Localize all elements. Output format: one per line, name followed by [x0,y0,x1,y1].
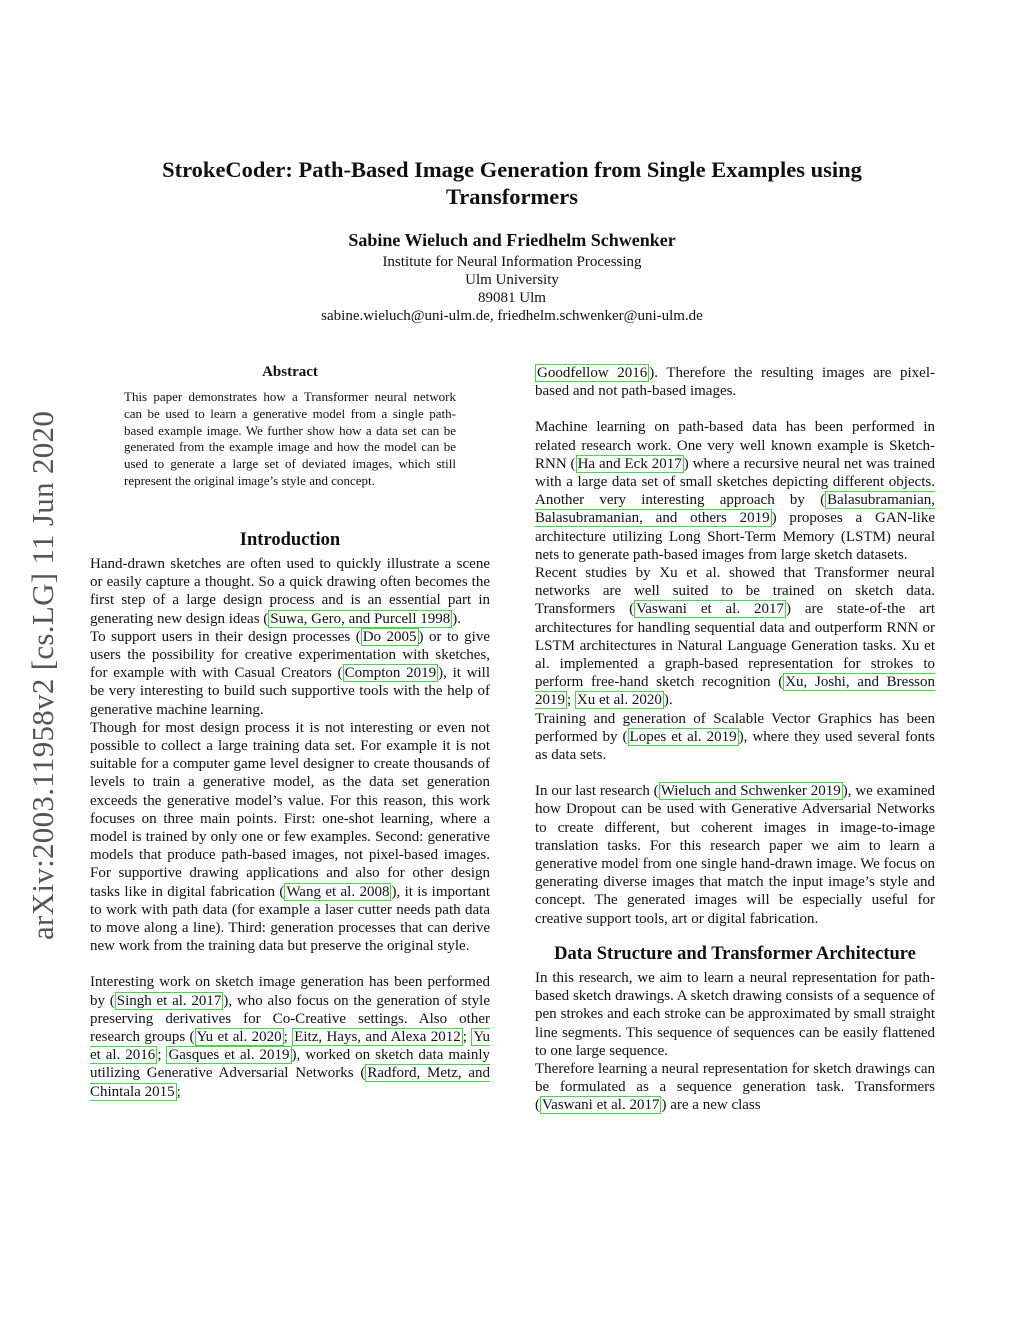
right-column-body [535,364,935,1115]
citation-link[interactable]: Lopes et al. 2019 [629,728,737,745]
citation-link[interactable]: Yu et al. 2020 [196,1029,282,1046]
right-paragraph-3: Recent studies by Xu et al. showed that Transformer neural networks are well suited to be trained on sketch data. Transformers ( Vaswani et al. 2017 ) are state-of-the art architectures for handling sequential data and outperform RNN or LSTM architectures in Natural Language Generation tasks. Xu et al. implemented a graph-based representation for strokes to perform free-hand sketch recognition ( Xu, Joshi, and Bresson 2019 ; Xu et al. 2020 ). [535,565,935,709]
affiliation-city: 89081 Ulm [478,290,546,306]
citation-link[interactable]: Wieluch and Schwenker 2019 [660,783,841,800]
citation-link[interactable]: Balasubramanian, Balasubramanian, and others 2019 [535,492,935,527]
citation-link[interactable]: Ha and Eck 2017 [577,455,682,472]
right-paragraph-7: Therefore learning a neural representation for sketch drawings can be formulated as a sequence generation task. Transformers ( Vaswani et al. 2017 ) are a new class [535,1060,935,1114]
intro-paragraph-1: Hand-drawn sketches are often used to quickly illustrate a scene or easily capture a thought. So a quick drawing often becomes the first step of a large design process and is an essential part in generating new design ideas ( Suwa, Gero, and Purcell 1998 ). [90,556,490,627]
abstract-heading: Abstract [262,364,318,380]
title-line-2: Transformers [445,184,579,209]
citation-link[interactable]: Wang et al. 2008 [286,883,390,900]
data-structure-heading: Data Structure and Transformer Architecture [554,943,916,964]
introduction-heading: Introduction [239,530,341,550]
authors: Sabine Wieluch and Friedhelm Schwenker [348,230,676,250]
citation-link[interactable]: Singh et al. 2017 [116,992,222,1009]
arxiv-sidebar-stamp: arXiv:2003.11958v2 [cs.LG] 11 Jun 2020 [25,410,60,940]
citation-link[interactable]: Xu et al. 2020 [576,692,662,709]
citation-link[interactable]: Radford, Metz, and Chintala 2015 [90,1065,490,1100]
intro-paragraph-3: Though for most design process it is not interesting or even not possible to collect a large training data set. For example it is not suitable for a computer game level designer to create thousands of levels to train a generative model, as the data set generation exceeds the generative model’s value. For this reason, this work focuses on three main points. First: one-shot learning, where a model is trained by only one or few examples. Second: generative models that produce path-based images, not pixel-based images. For supportive drawing applications and also for other design tasks like in digital fabrication ( Wang et al. 2008 ), it is important to work with path data (for example a laser cutter needs path data to move along a line). Third: generation processes that can derive new work from the training data but preserve the original style. [90,719,490,955]
citation-link[interactable]: Goodfellow 2016 [537,365,648,381]
citation-link[interactable]: Vaswani et al. 2017 [636,601,784,618]
citation-link[interactable]: Vaswani et al. 2017 [542,1097,660,1114]
citation-link[interactable]: Do 2005 [362,628,417,645]
left-column-body [90,555,490,1101]
citation-link[interactable]: Suwa, Gero, and Purcell 1998 [270,610,451,627]
abstract-text: This paper demonstrates how a Transformer neural network can be used to learn a generative model from a single path-based example image. We further show how a data set can be generated from the example image and how the model can be used to generate a large set of deviated images, which still represent the original image’s style and concept. [124,389,456,488]
intro-paragraph-2: To support users in their design processes ( Do 2005 ) or to give users the possibility for creative experimentation with sketches, for example with with Casual Creators ( Compton 2019 ), it will be very interesting to build such supportive tools with the help of generative machine learning. [90,628,490,718]
citation-link[interactable]: Yu et al. 2016 [90,1029,490,1064]
citation-link[interactable]: Compton 2019 [344,665,437,682]
citation-link[interactable]: Xu, Joshi, and Bresson 2019 [535,674,935,709]
citation-link[interactable]: Eitz, Hays, and Alexa 2012 [294,1029,461,1046]
citation-link[interactable]: Gasques et al. 2019 [168,1047,290,1064]
intro-paragraph-4: Interesting work on sketch image generation has been performed by ( Singh et al. 2017 ), who also focus on the generation of style preserving derivatives for Co-Creative settings. Also other research groups ( Yu et al. 2020 ; Eitz, Hays, and Alexa 2012 ; Yu et al. 2016 ; Gasques et al. 2019 ), worked on sketch data mainly utilizing Generative Adversarial Networks ( Radford, Metz, and Chintala 2015 ; [90,974,491,1100]
affiliation-institute: Institute for Neural Information Processing [382,254,642,270]
author-emails[interactable]: sabine.wieluch@uni-ulm.de, friedhelm.schwenker@uni-ulm.de [321,308,703,324]
right-paragraph-6: In this research, we aim to learn a neural representation for path-based sketch drawings. A sketch drawing consists of a sequence of pen strokes and each stroke can be approximated by small straight line segments. This sequence of sequences can be easily flattened to one large sequence. [535,969,935,1059]
title-line-1: StrokeCoder: Path-Based Image Generation from Single Examples using [162,157,862,182]
paper-title [100,156,924,210]
affiliation-university: Ulm University [465,272,559,288]
right-paragraph-5: In our last research ( Wieluch and Schwenker 2019 ), we examined how Dropout can be used with Generative Adversarial Networks to create different, but coherent images in image-to-image translation tasks. For this research paper we aim to learn a generative model from one single hand-drawn image. We focus on generating diverse images that match the input image’s style and concept. The generated images will be especially useful for creative support tools, art or digital fabrication. [535,783,935,927]
right-paragraph-1: Goodfellow 2016 ). Therefore the resulting images are pixel-based and not path-based images. [535,365,935,400]
right-paragraph-2: Machine learning on path-based data has been performed in related research work. One very well known example is Sketch-RNN ( Ha and Eck 2017 ) where a recursive neural net was trained with a large data set of small sketches depicting different objects. Another very interesting approach by ( Balasubramanian, Balasubramanian, and others 2019 ) proposes a GAN-like architecture utilizing Long Short-Term Memory (LSTM) neural nets to generate path-based images from large sketch datasets. [535,419,936,563]
right-paragraph-4: Training and generation of Scalable Vector Graphics has been performed by ( Lopes et al. 2019 ), where they used several fonts as data sets. [535,710,936,764]
